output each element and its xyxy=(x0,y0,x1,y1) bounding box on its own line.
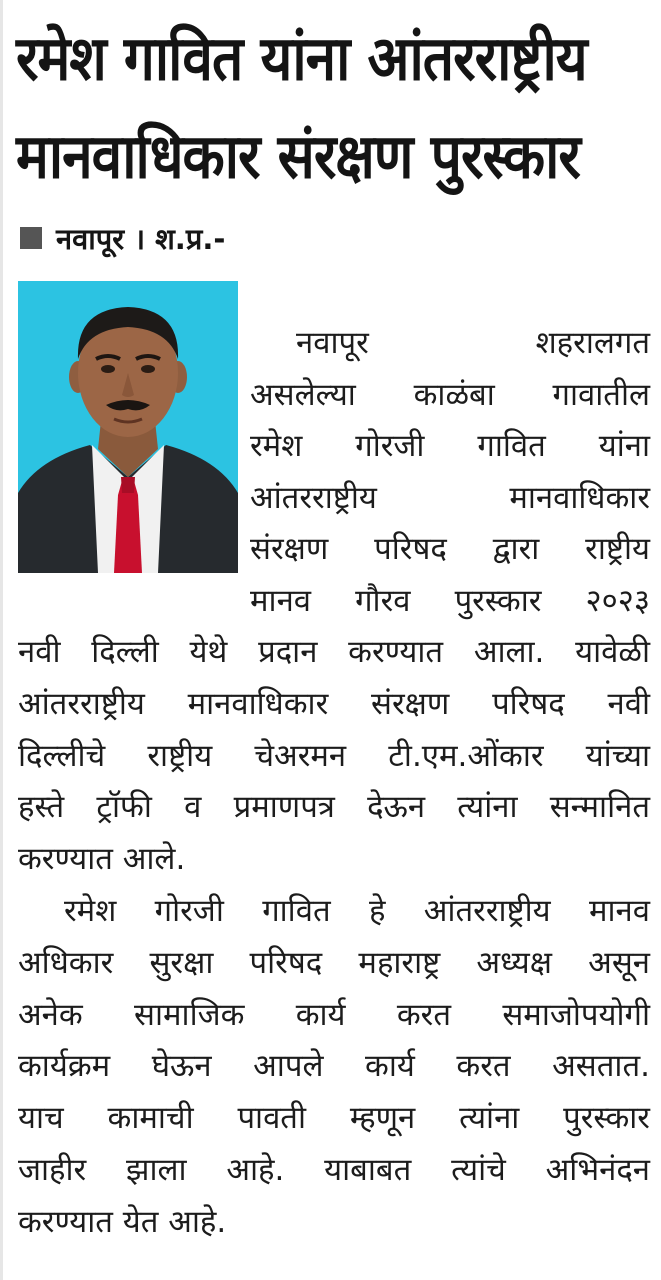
article-line: असलेल्या काळंबा गावातील xyxy=(250,376,650,413)
article-line: याच कामाची पावती म्हणून त्यांना पुरस्कार xyxy=(18,1100,650,1137)
bullet-square-icon xyxy=(20,227,42,249)
headline-line-2: मानवाधिकार संरक्षण पुरस्कार xyxy=(16,120,580,193)
dateline-place: नवापूर xyxy=(56,221,125,256)
portrait-photo xyxy=(18,281,238,573)
dateline xyxy=(20,220,225,256)
article-line: कार्यक्रम घेऊन आपले कार्य करत असतात. xyxy=(18,1048,650,1085)
article-line: करण्यात येत आहे. xyxy=(18,1203,227,1240)
article-line: दिल्लीचे राष्ट्रीय चेअरमन टी.एम.ओंकार यांच्या xyxy=(18,737,650,774)
article-line: जाहीर झाला आहे. याबाबत त्यांचे अभिनंदन xyxy=(18,1151,650,1188)
article-full-column xyxy=(18,627,650,1249)
page-edge xyxy=(0,0,3,1280)
dateline-separator: । xyxy=(134,221,146,256)
article-line: हस्ते ट्रॉफी व प्रमाणपत्र देऊन त्यांना सन्मानित xyxy=(18,789,650,826)
article-line: अनेक सामाजिक कार्य करत समाजोपयोगी xyxy=(18,996,650,1033)
article-line: अधिकार सुरक्षा परिषद महाराष्ट्र अध्यक्ष असून xyxy=(18,944,650,981)
dateline-source: श.प्र.- xyxy=(155,221,226,256)
article-line: करण्यात आले. xyxy=(18,841,186,878)
article-line: रमेश गोरजी गावित यांना xyxy=(250,428,650,464)
article-line: नवापूर शहरालगत xyxy=(296,325,650,361)
article-line: संरक्षण परिषद द्वारा राष्ट्रीय xyxy=(250,531,650,567)
article-line: नवी दिल्ली येथे प्रदान करण्यात आला. यावेळी xyxy=(18,634,650,670)
article-wrapped-column xyxy=(250,318,650,627)
article-line: मानव गौरव पुरस्कार २०२३ xyxy=(250,582,650,619)
article-line: आंतरराष्ट्रीय मानवाधिकार संरक्षण परिषद नवी xyxy=(18,685,650,722)
article-line: आंतरराष्ट्रीय मानवाधिकार xyxy=(250,479,650,516)
headline-line-1: रमेश गावित यांना आंतरराष्ट्रीय xyxy=(16,22,587,95)
article-paragraph-start: रमेश गोरजी गावित हे आंतरराष्ट्रीय मानव xyxy=(64,892,650,929)
